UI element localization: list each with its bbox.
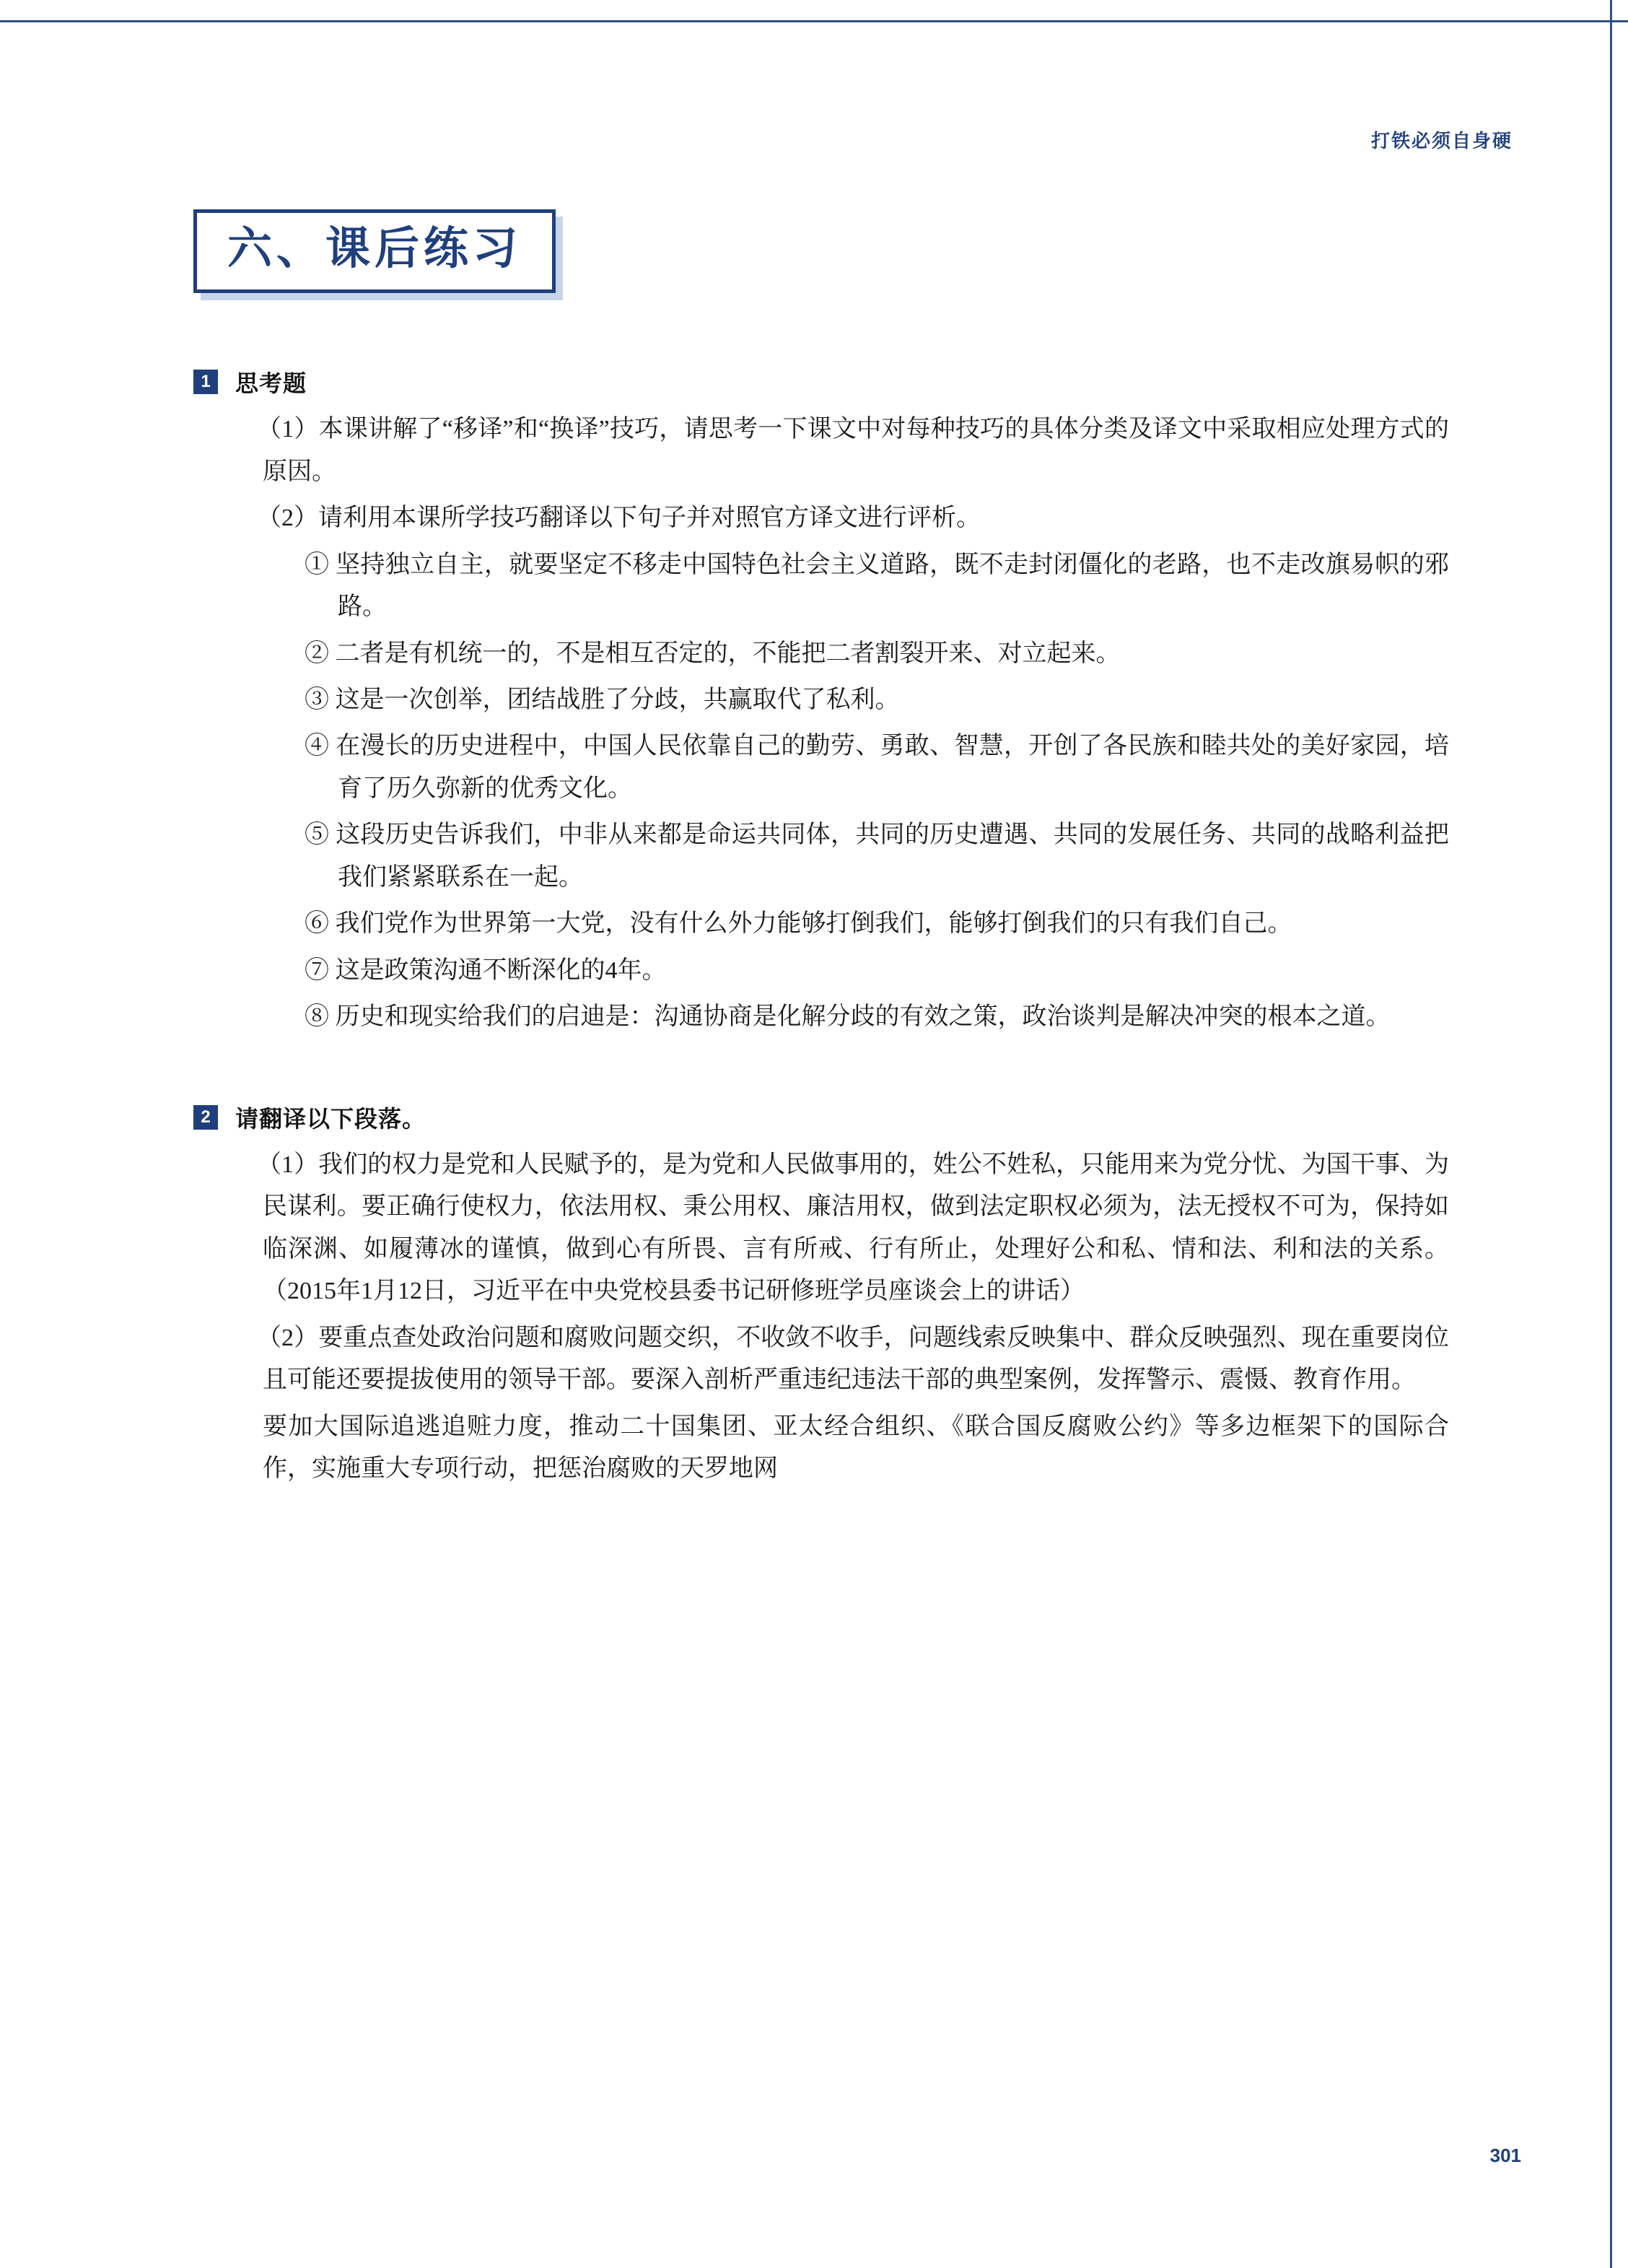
page-number: 301 xyxy=(1489,2145,1521,2166)
exercise-1-subitem-8: ⑧ 历史和现实给我们的启迪是：沟通协商是化解分歧的有效之策，政治谈判是解决冲突的根本之道。 xyxy=(305,1003,1391,1031)
exercise-number-badge: 1 xyxy=(193,370,218,394)
top-rule-decoration xyxy=(0,20,1628,22)
exercise-2-continuation: 要加大国际追逃追赃力度，推动二十国集团、亚太经合组织、《联合国反腐败公约》等多边框架下的国际合作，实施重大专项行动，把惩治腐败的天罗地网 xyxy=(263,1413,1449,1483)
exercise-2-item-2: （2）要重点查处政治问题和腐败问题交织，不收敛不收手，问题线索反映集中、群众反映强烈、现在重要岗位且可能还要提拔使用的领导干部。要深入剖析严重违纪违法干部的典型案例，发挥警示、震慑、教育作用。 xyxy=(257,1324,1449,1394)
exercise-block-1 xyxy=(193,365,1449,1039)
exercise-1-subitem-2: ② 二者是有机统一的，不是相互否定的，不能把二者割裂开来、对立起来。 xyxy=(305,640,1121,667)
exercise-1-label: 思考题 xyxy=(235,370,307,397)
exercise-2-heading xyxy=(193,1101,1449,1134)
exercise-1-subitem-7: ⑦ 这是政策沟通不断深化的4年。 xyxy=(305,956,667,984)
exercise-1-subitem-6: ⑥ 我们党作为世界第一大党，没有什么外力能够打倒我们，能够打倒我们的只有我们自己。 xyxy=(305,910,1292,938)
exercise-1-subitem-5: ⑤ 这段历史告诉我们，中非从来都是命运共同体，共同的历史遭遇、共同的发展任务、共同的战略利益把我们紧紧联系在一起。 xyxy=(305,821,1449,891)
exercise-1-subitem-4: ④ 在漫长的历史进程中，中国人民依靠自己的勤劳、勇敢、智慧，开创了各民族和睦共处的美好家园，培育了历久弥新的优秀文化。 xyxy=(305,733,1449,802)
exercise-1-heading xyxy=(193,365,1449,398)
exercise-1-item-1: （1）本课讲解了“移译”和“换译”技巧，请思考一下课文中对每种技巧的具体分类及译文中采取相应处理方式的原因。 xyxy=(257,416,1449,485)
exercise-block-2 xyxy=(193,1101,1449,1491)
right-rule-decoration xyxy=(1610,0,1612,2268)
exercise-2-item-1: （1）我们的权力是党和人民赋予的，是为党和人民做事用的，姓公不姓私，只能用来为党分忧、为国干事、为民谋利。要正确行使权力，依法用权、秉公用权、廉洁用权，做到法定职权必须为，法无授权不可为，保持如临深渊、如履薄冰的谨慎，做到心有所畏、言有所戒、行有所止，处理好公和私、情和法、利和法的关系。（2015年1月12日，习近平在中央党校县委书记研修班学员座谈会上的讲话） xyxy=(257,1151,1449,1305)
exercise-1-subitem-1: ① 坚持独立自主，就要坚定不移走中国特色社会主义道路，既不走封闭僵化的老路，也不走改旗易帜的邪路。 xyxy=(305,551,1449,621)
exercise-1-subitem-3: ③ 这是一次创举，团结战胜了分歧，共赢取代了私利。 xyxy=(305,686,900,713)
page-title: 六、课后练习 xyxy=(227,224,522,274)
exercise-2-label: 请翻译以下段落。 xyxy=(235,1105,426,1132)
exercise-1-item-2: （2）请利用本课所学技巧翻译以下句子并对照官方译文进行评析。 xyxy=(257,505,981,532)
exercise-number-badge: 2 xyxy=(193,1105,218,1130)
running-head: 打铁必须自身硬 xyxy=(1370,130,1513,152)
page-content xyxy=(193,209,1449,1495)
section-title-box xyxy=(193,209,556,293)
